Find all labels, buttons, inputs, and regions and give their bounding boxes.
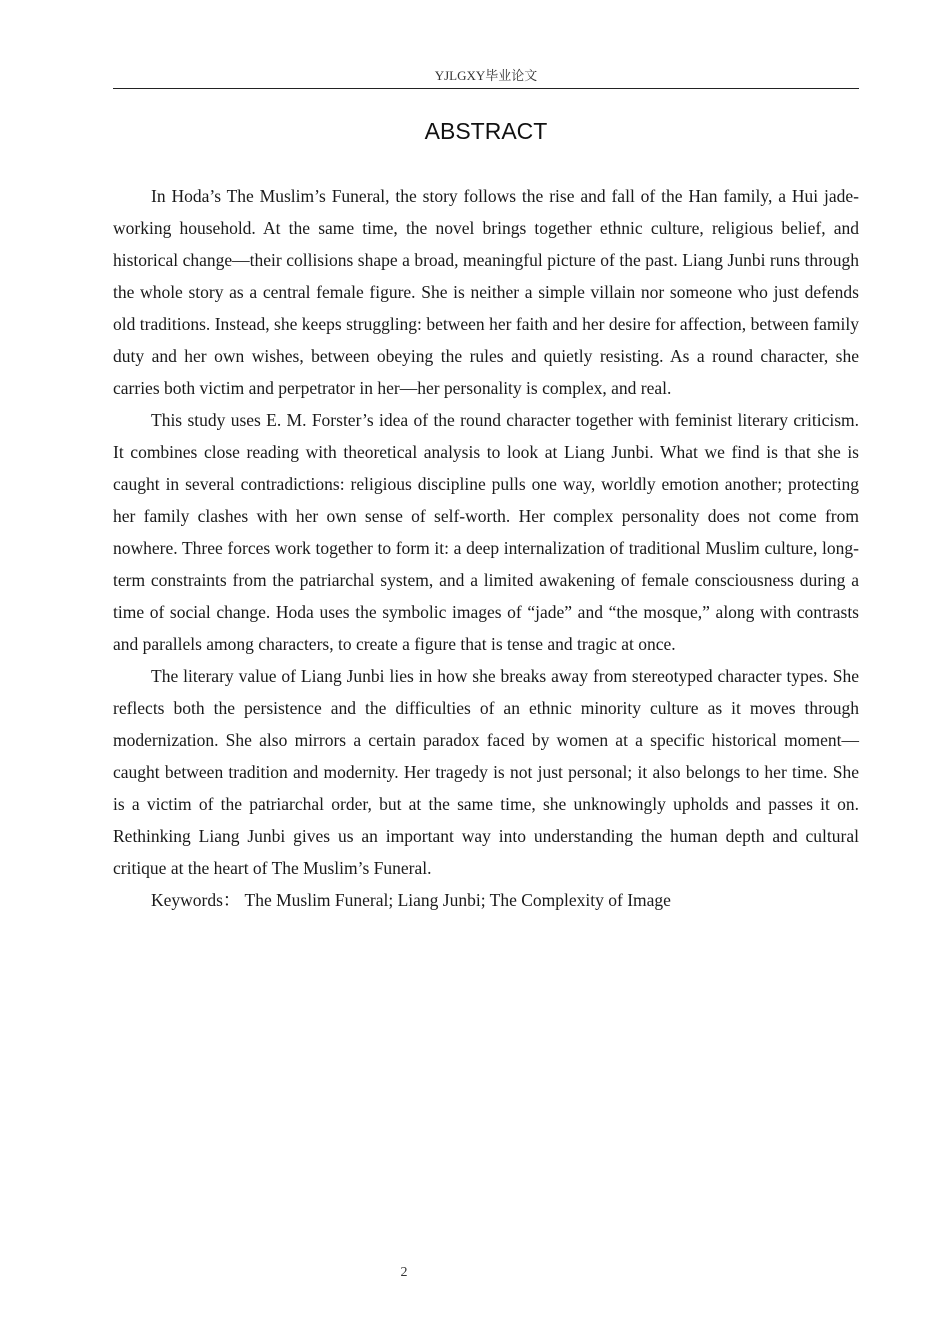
abstract-body (113, 180, 859, 916)
abstract-paragraph-3: The literary value of Liang Junbi lies in how she breaks away from stereotyped character types. She reflects both the persistence and the difficulties of an ethnic minority culture as it moves through modernization. She also mirrors a certain paradox faced by women at a specific historical moment—caught between tradition and modernity. Her tragedy is not just personal; it also belongs to her time. She is a victim of the patriarchal order, but at the same time, she unknowingly upholds and passes it on. Rethinking Liang Junbi gives us an important way into understanding the human depth and cultural critique at the heart of The Muslim’s Funeral. (113, 666, 859, 878)
keywords-line (113, 884, 859, 916)
page-number: 2 (400, 1265, 408, 1280)
abstract-paragraph-1: In Hoda’s The Muslim’s Funeral, the story follows the rise and fall of the Han family, a Hui jade-working household. At the same time, the novel brings together ethnic culture, religious belief, and historical change—their collisions shape a broad, meaningful picture of the past. Liang Junbi runs through the whole story as a central female figure. She is neither a simple villain nor someone who just defends old traditions. Instead, she keeps struggling: between her faith and her desire for affection, between family duty and her own wishes, between obeying the rules and quietly resisting. As a round character, she carries both victim and perpetrator in her—her personality is complex, and real. (113, 186, 859, 398)
keywords-text: The Muslim Funeral; Liang Junbi; The Complexity of Image (244, 890, 671, 910)
header-text: YJLGXY毕业论文 (434, 68, 538, 83)
keywords-label: Keywords： (151, 890, 241, 910)
abstract-title: ABSTRACT (424, 118, 548, 144)
page-header (113, 64, 859, 89)
abstract-paragraph-2: This study uses E. M. Forster’s idea of the round character together with feminist literary criticism. It combines close reading with theoretical analysis to look at Liang Junbi. What we find is that she is caught in several contradictions: religious discipline pulls one way, worldly emotion another; protecting her family clashes with her own sense of self-worth. Her complex personality does not come from nowhere. Three forces work together to form it: a deep internalization of traditional Muslim culture, long-term constraints from the patriarchal system, and a limited awakening of female consciousness during a time of social change. Hoda uses the symbolic images of “jade” and “the mosque,” along with contrasts and parallels among characters, to create a figure that is tense and tragic at once. (113, 410, 859, 654)
